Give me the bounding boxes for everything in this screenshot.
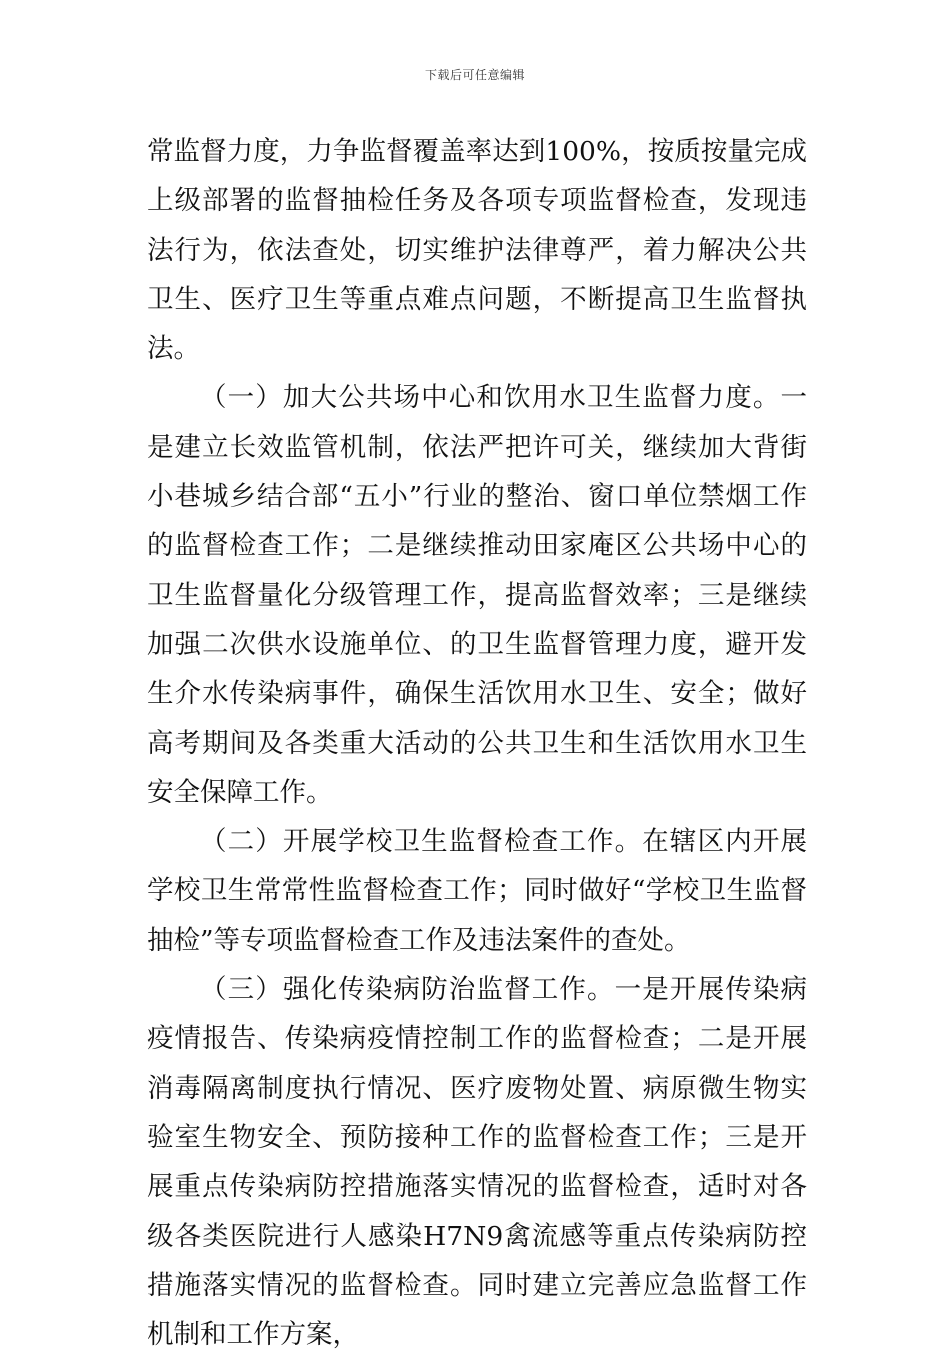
paragraph-public-places-water: （一）加大公共场中心和饮用水卫生监督力度。一是建立长效监管机制，依法严把许可关，继续加大背街小巷城乡结合部“五小”行业的整治、窗口单位禁烟工作的监督检查工作；二是继续推动田家庵区公共场中心的卫生监督量化分级管理工作，提高监督效率；三是继续加强二次供水设施单位、的卫生监督管理力度，避开发生介水传染病事件，确保生活饮用水卫生、安全；做好高考期间及各类重大活动的公共卫生和生活饮用水卫生安全保障工作。 xyxy=(147,382,807,808)
document-body xyxy=(147,127,807,1359)
paragraph-infectious-disease: （三）强化传染病防治监督工作。一是开展传染病疫情报告、传染病疫情控制工作的监督检查；二是开展消毒隔离制度执行情况、医疗废物处置、病原微生物实验室生物安全、预防接种工作的监督检查工作；三是开展重点传染病防控措施落实情况的监督检查，适时对各级各类医院进行人感染H7N9禽流感等重点传染病防控措施落实情况的监督检查。同时建立完善应急监督工作机制和工作方案， xyxy=(147,974,807,1351)
paragraph-continuation: 常监督力度，力争监督覆盖率达到100%，按质按量完成上级部署的监督抽检任务及各项专项监督检查，发现违法行为，依法查处，切实维护法律尊严，着力解决公共卫生、医疗卫生等重点难点问题，不断提高卫生监督执法。 xyxy=(147,136,807,365)
paragraph-school-hygiene: （二）开展学校卫生监督检查工作。在辖区内开展学校卫生常常性监督检查工作；同时做好“学校卫生监督抽检”等专项监督检查工作及违法案件的查处。 xyxy=(147,826,807,956)
page-header: 下载后可任意编辑 xyxy=(424,68,525,82)
